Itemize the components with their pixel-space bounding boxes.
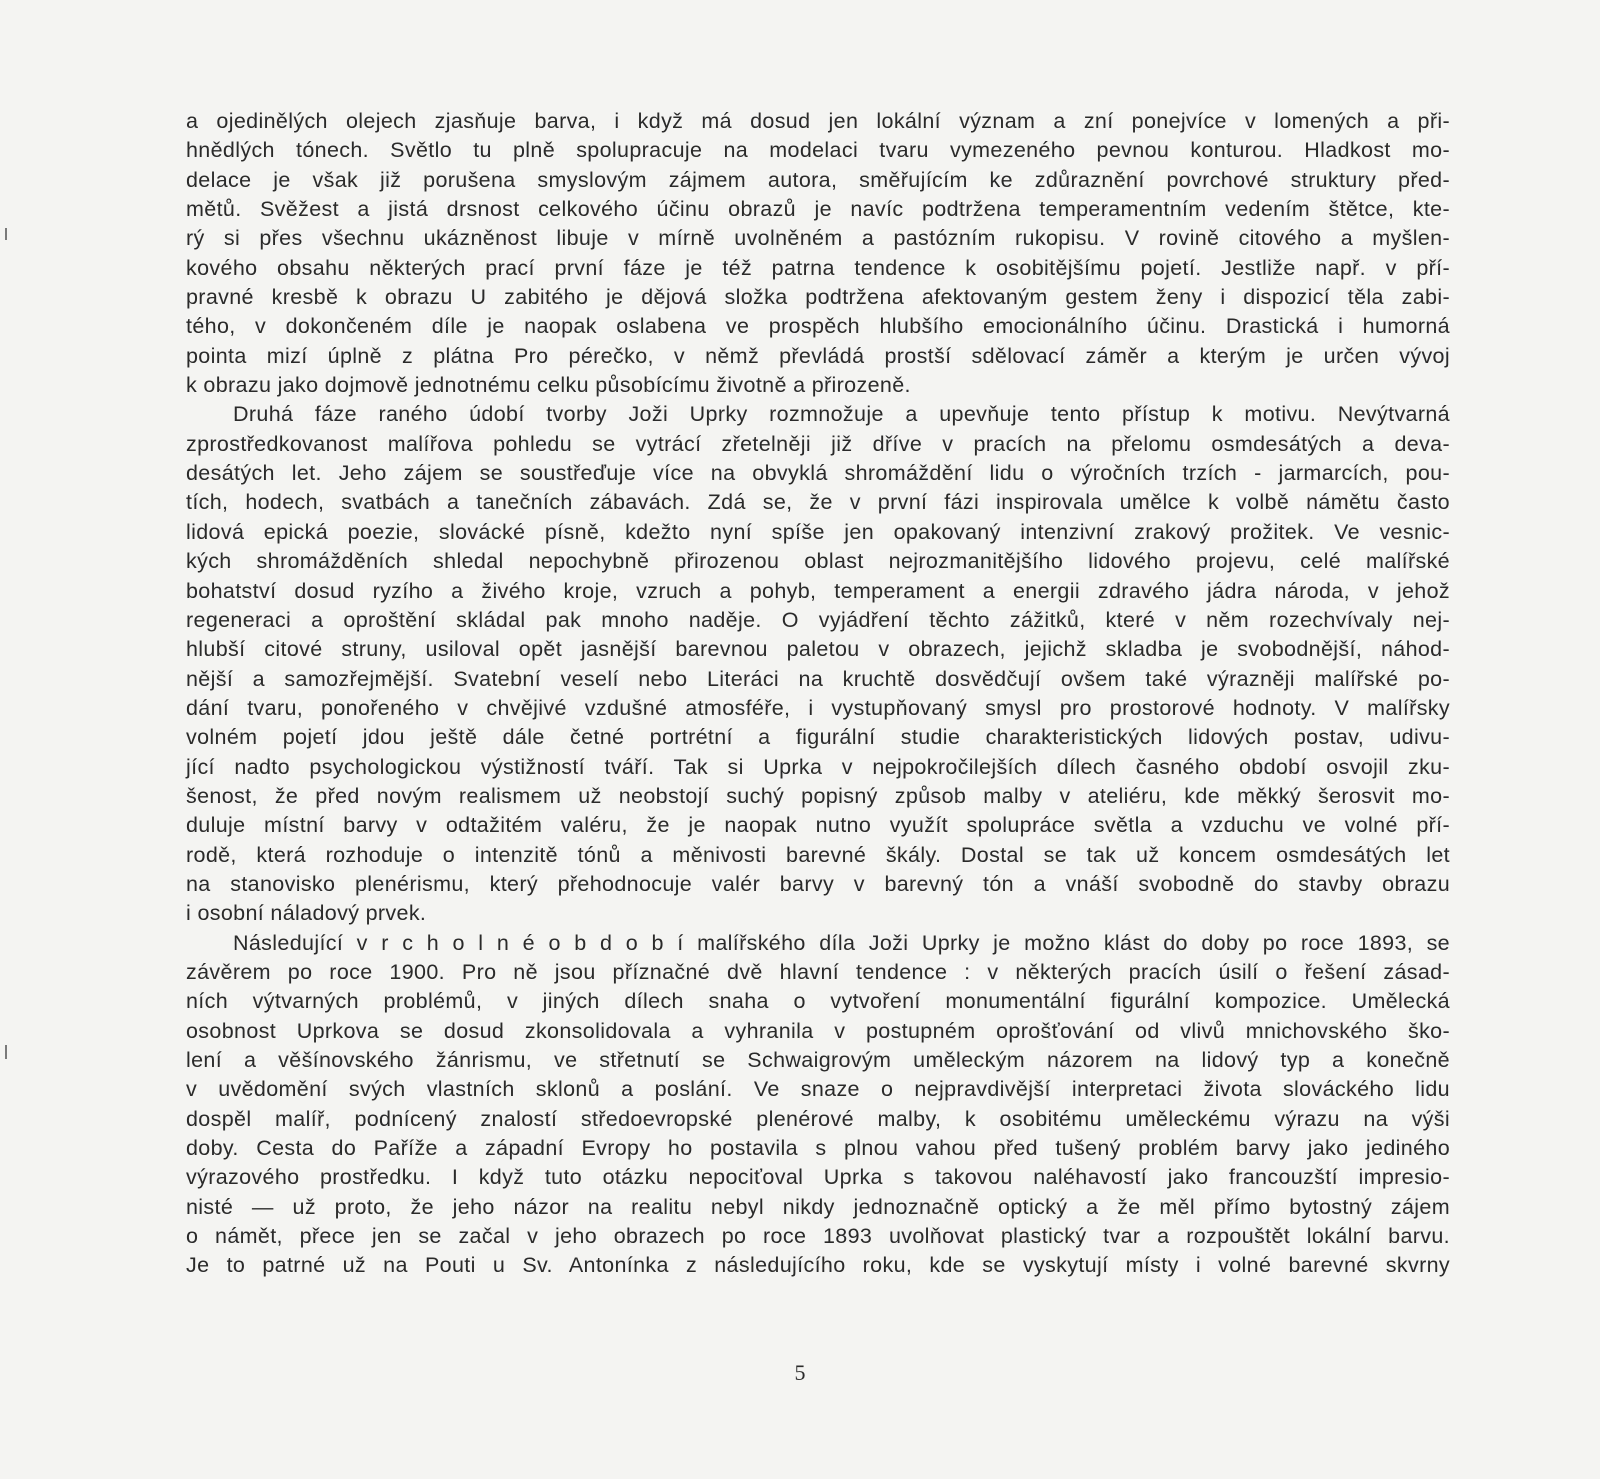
text-line: hlubší citové struny, usiloval opět jasnější barevnou paletou v obrazech, jejichž skladba je svobodnější, náhod- xyxy=(186,637,1450,662)
text-line: nisté — už proto, že jeho názor na realitu nebyl nikdy jednoznačně optický a že měl přímo bytostný zájem xyxy=(186,1194,1450,1219)
text-line: doby. Cesta do Paříže a západní Evropy ho postavila s plnou vahou před tušený problém barvy jako jediného xyxy=(186,1136,1450,1161)
text-line: a ojedinělých olejech zjasňuje barva, i když má dosud jen lokální význam a zní ponejvíce v lomených a při- xyxy=(186,109,1450,133)
text-line: zprostředkovanost malířova pohledu se vytrácí zřetelněji již dříve v pracích na přelomu osmdesátých a deva- xyxy=(186,431,1450,456)
text-line: závěrem po roce 1900. Pro ně jsou příznačné dvě hlavní tendence : v některých pracích úsilí o řešení zásad- xyxy=(186,959,1450,984)
text-line: šenost, že před novým realismem už neobstojí suchý popisný způsob malby v ateliéru, kde měkký šerosvit mo- xyxy=(186,783,1450,808)
text-line: Je to patrné už na Pouti u Sv. Antonínka z následujícího roku, kde se vyskytují místy i volné barevné skvrny xyxy=(186,1253,1450,1278)
text-line: desátých let. Jeho zájem se soustřeďuje více na obvyklá shromáždění lidu o výročních trzích - jarmarcích, pou- xyxy=(186,461,1450,486)
text-line: regeneraci a oproštění skládal pak mnoho naděje. O vyjádření těchto zážitků, které v něm rozechvívaly nej- xyxy=(186,607,1450,632)
text-line: osobnost Uprkova se dosud zkonsolidovala a vyhranila v postupném oprošťování od vlivů mnichovského ško- xyxy=(186,1018,1450,1043)
text-line: duluje místní barvy v odtažitém valéru, že je naopak nutno využít spolupráce světla a vzduchu ve volné pří- xyxy=(186,813,1450,838)
text-line: rodě, která rozhoduje o intenzitě tónů a měnivosti barevné škály. Dostal se tak už koncem osmdesátých let xyxy=(186,842,1450,867)
text-line: mětů. Svěžest a jistá drsnost celkového účinu obrazů je navíc podtržena temperamentním vedením štětce, kte- xyxy=(186,197,1450,222)
text-line: pravné kresbě k obrazu U zabitého je dějová složka podtržena afektovaným gestem ženy i dispozicí těla zabi- xyxy=(186,285,1450,310)
text-line: volném pojetí jdou ještě dále četné portrétní a figurální studie charakteristických lidových postav, udivu- xyxy=(186,725,1450,750)
text-line: dospěl malíř, podnícený znalostí středoevropské plenérové malby, k osobitému uměleckému výrazu na výši xyxy=(186,1106,1450,1131)
binding-edge-mark xyxy=(5,1045,7,1059)
text-line: v uvědomění svých vlastních sklonů a poslání. Ve snaze o nejpravdivější interpretaci života slováckého lidu xyxy=(186,1077,1450,1102)
paragraph-start-line: Druhá fáze raného údobí tvorby Joži Uprky rozmnožuje a upevňuje tento přístup k motivu. Nevýtvarná xyxy=(233,402,1450,427)
text-line: o námět, přece jen se začal v jeho obrazech po roce 1893 uvolňovat plastický tvar a rozpouštět lokální barvu. xyxy=(186,1224,1450,1249)
text-line: lidová epická poezie, slovácké písně, kdežto nyní spíše jen opakovaný intenzivní zrakový prožitek. Ve vesnic- xyxy=(186,519,1450,544)
text-line: nější a samozřejmější. Svatební veselí nebo Literáci na kruchtě dosvědčují ovšem také výrazněji malířské po- xyxy=(186,666,1450,691)
text-line: výrazového prostředku. I když tuto otázku nepociťoval Uprka s takovou naléhavostí jako francouzští impresio- xyxy=(186,1165,1450,1190)
text-line: tého, v dokončeném díle je naopak oslabena ve prospěch hlubšího emocionálního účinu. Drastická i humorná xyxy=(186,314,1450,339)
text-line: lení a věšínovského žánrismu, ve střetnutí se Schwaigrovým uměleckým názorem na lidový typ a konečně xyxy=(186,1048,1450,1072)
text-line: i osobní náladový prvek. xyxy=(186,901,427,926)
text-line: dání tvaru, ponořeného v chvějivé vzdušné atmosféře, i vystupňovaný smysl pro prostorové hodnoty. V malířsky xyxy=(186,695,1450,720)
text-line: pointa mizí úplně z plátna Pro pérečko, v němž převládá prostší sdělovací záměr a kterým je určen vývoj xyxy=(186,343,1450,368)
text-line: na stanovisko plenérismu, který přehodnocuje valér barvy v barevný tón a vnáší svobodně do stavby obrazu xyxy=(186,871,1450,896)
text-line: bohatství dosud ryzího a živého kroje, vzruch a pohyb, temperament a energii zdravého jádra národa, v jehož xyxy=(186,578,1450,603)
text-line: kového obsahu některých prací první fáze je též patrna tendence k osobitějšímu pojetí. Jestliže např. v pří- xyxy=(186,255,1450,280)
text-line: kých shromážděních shledal nepochybně přirozenou oblast nejrozmanitějšího lidového projevu, celé malířské xyxy=(186,549,1450,574)
paragraph-start-line: Následující v r c h o l n é o b d o b í malířského díla Joži Uprky je možno klást do doby po roce 1893, se xyxy=(233,930,1450,955)
text-line: tích, hodech, svatbách a tanečních zábavách. Zdá se, že v první fázi inspirovala umělce k volbě námětu často xyxy=(186,490,1450,515)
text-line: k obrazu jako dojmově jednotnému celku působícímu životně a přirozeně. xyxy=(186,373,911,398)
binding-edge-mark xyxy=(5,228,7,240)
text-line: hnědlých tónech. Světlo tu plně spolupracuje na modelaci tvaru vymezeného pevnou konturou. Hladkost mo- xyxy=(186,138,1450,163)
text-line: jící nadto psychologickou výstižností tváří. Tak si Uprka v nejpokročilejších dílech časného období osvojil zku- xyxy=(186,754,1450,779)
text-line: rý si přes všechnu ukázněnost libuje v mírně uvolněném a pastózním rukopisu. V rovině citového a myšlen- xyxy=(186,226,1450,251)
text-line: ních výtvarných problémů, v jiných dílech snaha o vytvoření monumentální figurální kompozice. Umělecká xyxy=(186,989,1450,1014)
text-line: delace je však již porušena smyslovým zájmem autora, směřujícím ke zdůraznění povrchové struktury před- xyxy=(186,167,1450,192)
body-text xyxy=(186,107,1450,1281)
page-number: 5 xyxy=(794,1360,806,1385)
